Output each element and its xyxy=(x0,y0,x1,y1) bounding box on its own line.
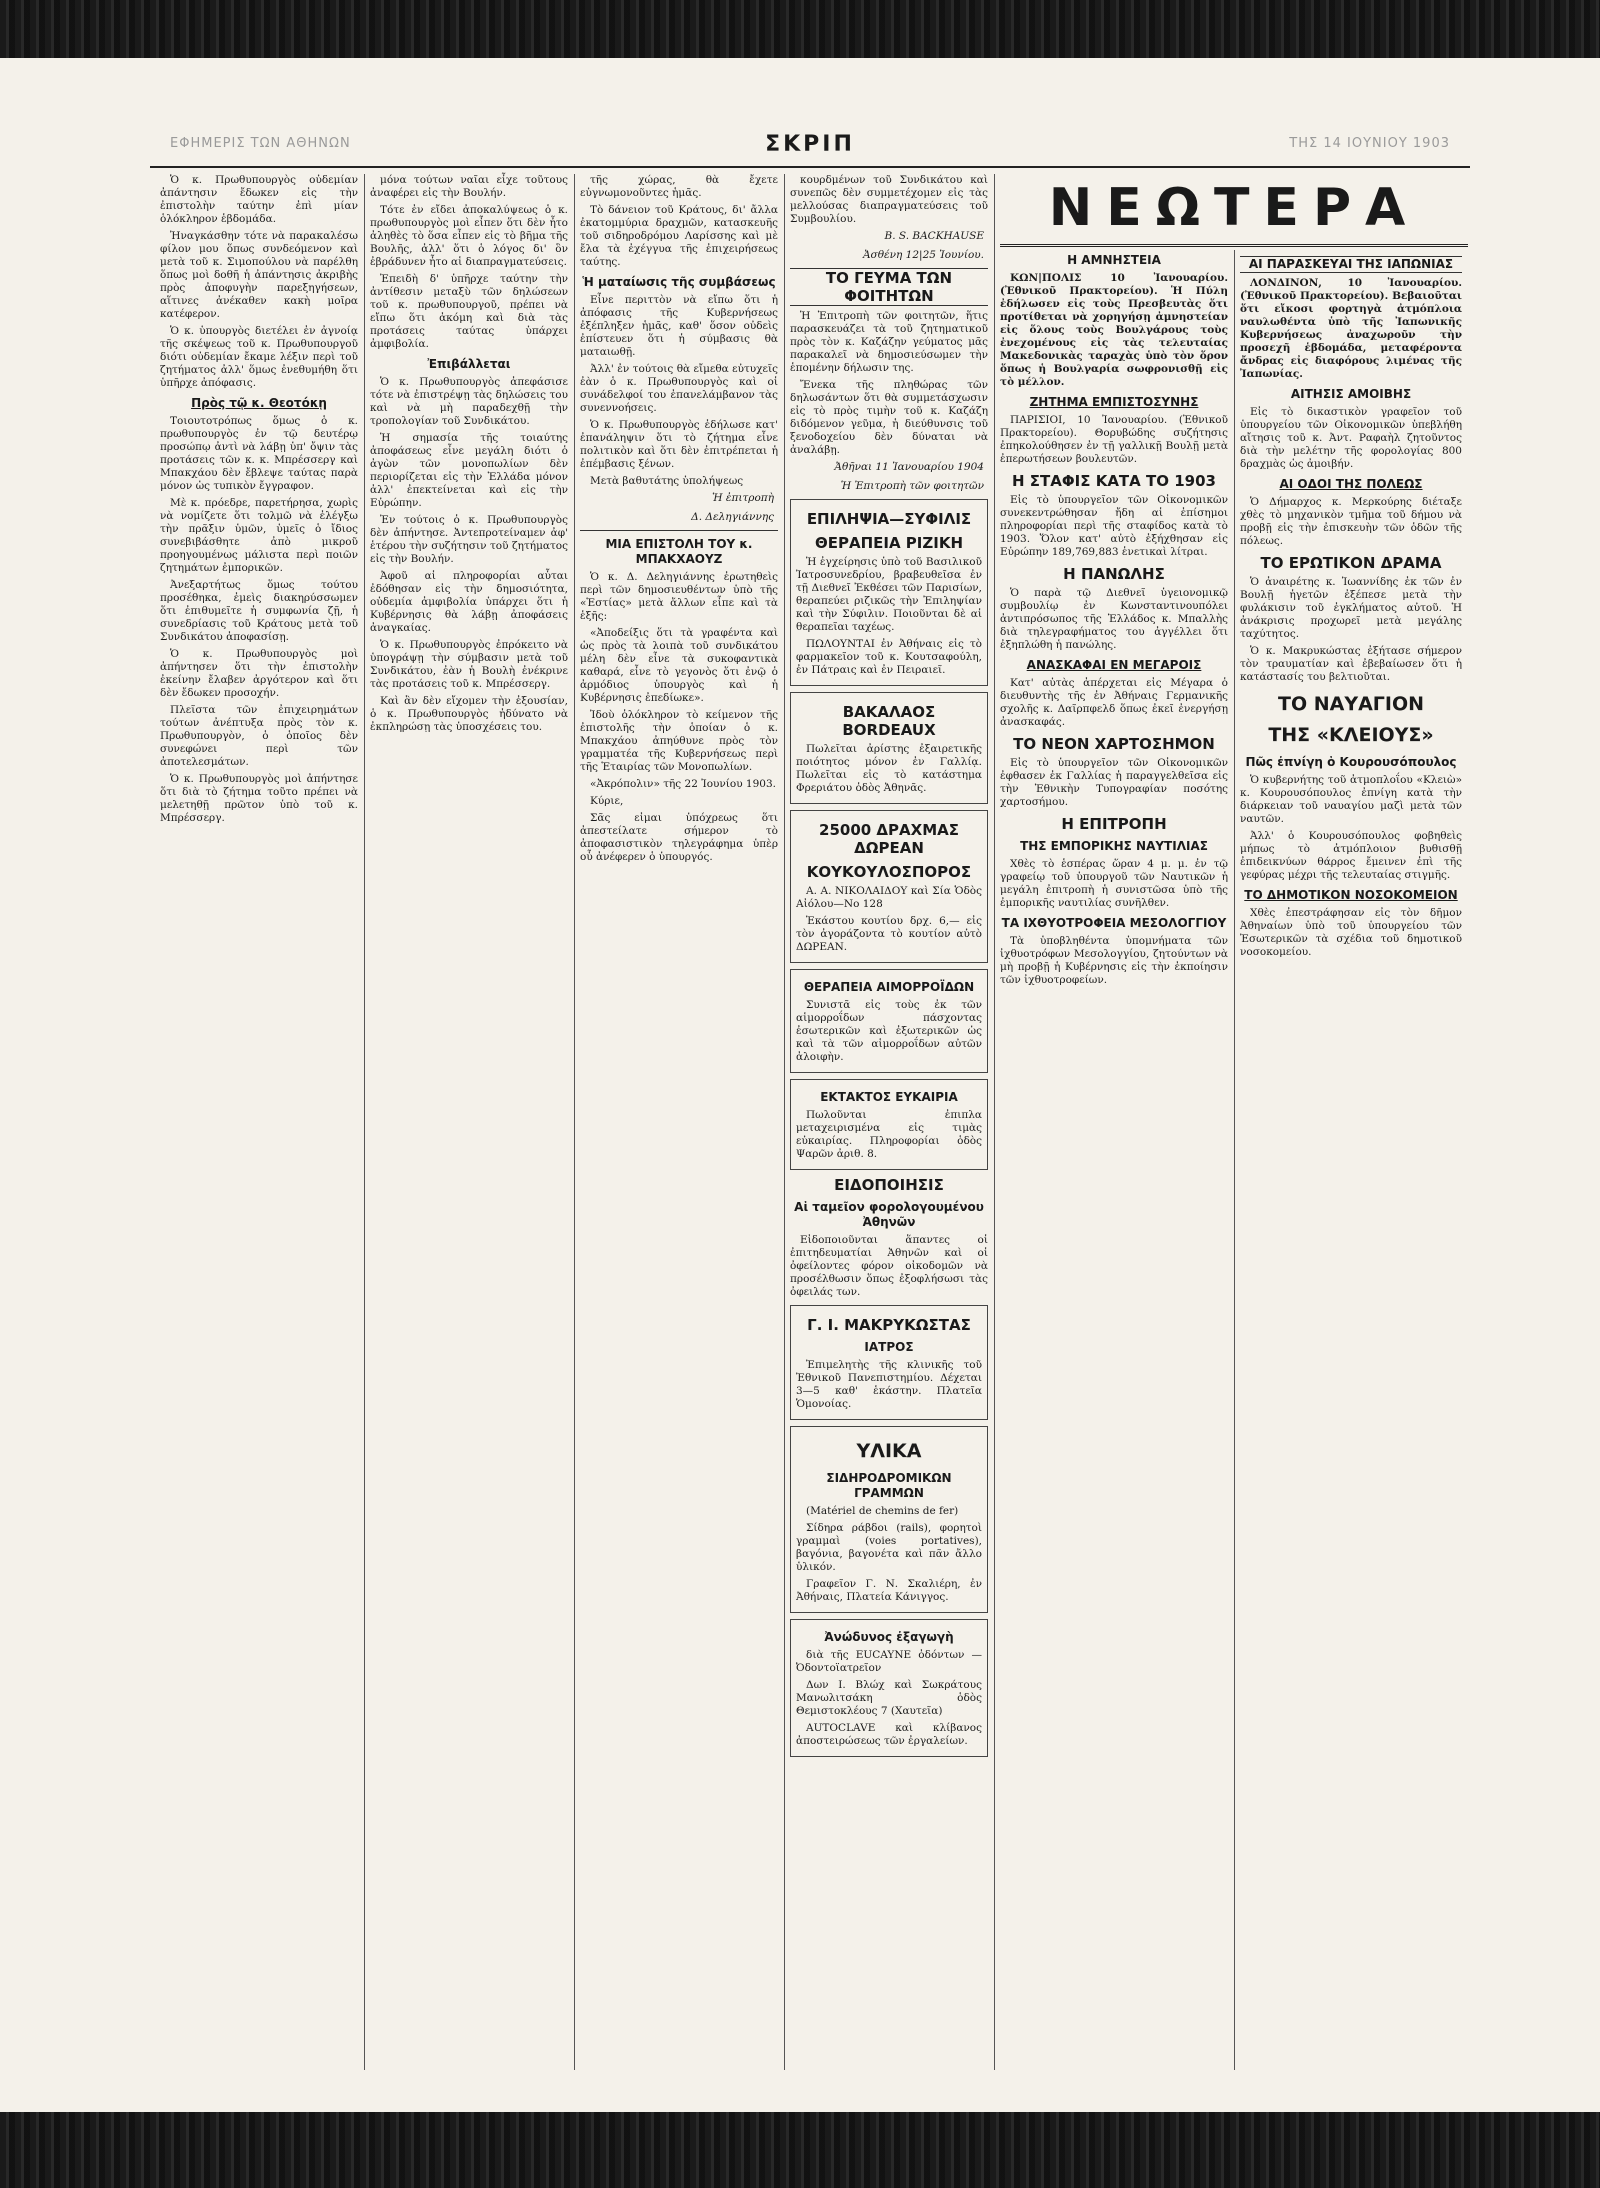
article-paragraph: Τότε ἐν εἴδει ἀποκαλύψεως ὁ κ. πρωθυπουργὸς μοὶ εἶπεν ὅτι δὲν ἦτο ἀληθὲς τὸ ὅσα εἶπεν εἰς τὸ βῆμα τῆς Βουλῆς, ἀλλ' ὅτι ὁ λόγος δι' ὃν ἐβράδυνεν ἦτο αἱ διαπραγματεύσεις. xyxy=(370,204,568,268)
ad-heading: ΙΑΤΡΟΣ xyxy=(864,1340,914,1354)
signature: B. S. BACKHAUSE xyxy=(884,230,984,242)
ad-heading: ΕΠΙΛΗΨΙΑ—ΣΥΦΙΛΙΣ xyxy=(806,510,972,528)
article-paragraph: Ὁ κ. ὑπουργὸς διετέλει ἐν ἀγνοίᾳ τῆς σκέψεως τοῦ κ. Πρωθυπουργοῦ διότι οὐδεμίαν ἔκαμε λέξιν περὶ τοῦ ζητήματος ἀλλ' ὅμως ἐνεθυμήθη ὅτι ὑπῆρχε ἀπόφασις. xyxy=(160,325,358,389)
newspaper-page xyxy=(150,130,1470,2070)
ad-heading: ΘΕΡΑΠΕΙΑ ΡΙΖΙΚΗ xyxy=(814,534,964,552)
article-paragraph: Τὸ δάνειον τοῦ Κράτους, δι' ἄλλα ἐκατομμύρια δραχμῶν, κατασκευῆς τοῦ σιδηροδρόμου Λαρίσσης καὶ μὲ ἔλα τὰ ἐχέγγυα τῆς ἐπιχειρήσεως ταύτης. xyxy=(580,204,778,268)
ad-text: Α. Α. ΝΙΚΟΛΑΙΔΟΥ καὶ Σία Ὁδὸς Αἰόλου—Νο 128 xyxy=(796,885,982,910)
article-paragraph: Εἰς τὸ ὑπουργεῖον τῶν Οἰκονομικῶν ἐφθασεν ἐκ Γαλλίας ἡ παραγγελθεῖσα εἰς τὴν Ἐθνικὴν Τυπογραφίαν ποσότης χαρτοσήμου. xyxy=(1000,757,1228,808)
column-4 xyxy=(790,174,988,2070)
ad-heading: ΒΑΚΑΛΑΟΣ BORDEAUX xyxy=(842,703,936,739)
advertisement xyxy=(790,969,988,1073)
signature: Ἡ Ἐπιτροπὴ τῶν φοιτητῶν xyxy=(840,480,984,492)
article-paragraph: Μὲ κ. πρόεδρε, παρετήρησα, χωρὶς νὰ νομίζετε ὅτι τολμῶ νὰ ἐλέγξω τὴν πρᾶξιν ὑμῶν, ὑμεῖς ὁ ἴδιος συνεβιβάσθητε ἀπὸ μικροῦ προηγουμένως μάλιστα περὶ ποιῶν ζητημάτων ἐμπορικῶν. xyxy=(160,497,358,574)
article-paragraph: Ἔνεκα τῆς πληθώρας τῶν δηλωσάντων ὅτι θὰ συμμετάσχωσιν εἰς τὸ πρὸς τιμὴν τοῦ κ. Καζάζη διδόμενον γεῦμα, ἡ διεύθυνσις τοῦ ξενοδοχείου δὲν δύναται νὰ ἀναλάβῃ. xyxy=(790,379,988,456)
section-heading: ΕΙΔΟΠΟΙΗΣΙΣ xyxy=(834,1176,944,1194)
section-heading: ΤΟ ΔΗΜΟΤΙΚΟΝ ΝΟΣΟΚΟΜΕΙΟΝ xyxy=(1244,888,1458,902)
ad-text: Συνιστᾶ εἰς τοὺς ἐκ τῶν αἱμορροΐδων πάσχοντας ἐσωτερικῶν καὶ ἐξωτερικῶν ὡς καὶ τὰ τῶν αἱμορροΐδων αὐτῶν ἀλοιφὴν. xyxy=(796,999,982,1063)
article-paragraph: Μετὰ βαθυτάτης ὑπολήψεως xyxy=(590,475,744,487)
signature: Ἀθῆναι 11 Ἰανουαρίου 1904 xyxy=(834,461,984,473)
header-rule xyxy=(150,166,1470,168)
ad-text: (Matériel de chemins de fer) xyxy=(806,1505,959,1517)
section-subheading: ΤΗΣ ΕΜΠΟΡΙΚΗΣ ΝΑΥΤΙΛΙΑΣ xyxy=(1020,839,1208,853)
section-heading: Ἡ ματαίωσις τῆς συμβάσεως xyxy=(582,275,776,289)
ad-heading: 25000 ΔΡΑΧΜΑΣ ΔΩΡΕΑΝ xyxy=(819,821,959,857)
article-paragraph: Ἠναγκάσθην τότε νὰ παρακαλέσω φίλον μου ὅπως συνδεόμενον καὶ μετὰ τοῦ κ. Σιμοπούλου νὰ παρέλθη ὅπως μοὶ δοθῆ ἡ ἀπάντησις ἀκριβὴς πρὸς ἀποφυγὴν παρεξηγήσεων, αἵτινες ἀνέκαθεν κακὴ μοῖρα κατέφερον. xyxy=(160,230,358,320)
ad-heading: Ἀνώδυνος ἐξαγωγὴ xyxy=(824,1630,954,1644)
ad-text: Ἡ ἐγχείρησις ὑπὸ τοῦ Βασιλικοῦ Ἰατροσυνεδρίου, βραβευθεῖσα ἐν τῇ Διεθνεῖ Ἐκθέσει τῶν Παρισίων, θεραπεύει ριζικῶς τὴν Ἐπιληψίαν καὶ τὴν Σύφιλιν. Ποιοῦνται δὲ αἱ θεραπεῖαι ταχέως. xyxy=(796,556,982,633)
article-paragraph: Ἀλλ' ἐν τούτοις θὰ εἴμεθα εὐτυχεῖς ἐὰν ὁ κ. Πρωθυπουργὸς καὶ οἱ συνάδελφοί του ἐπανελάμβανον τὰς συνεννοήσεις. xyxy=(580,363,778,414)
column-divider xyxy=(574,174,575,2070)
article-paragraph: Ὁ κ. Δ. Δεληγιάννης ἐρωτηθεὶς περὶ τῶν δημοσιευθέντων ὑπὸ τῆς «Ἑστίας» μετὰ ἄλλων εἶπε καὶ τὰ ἑξῆς: xyxy=(580,571,778,622)
article-paragraph: «Ἀποδείξις ὅτι τὰ γραφέντα καὶ ὡς πρὸς τὰ λοιπὰ τοῦ συνδικάτου μέλη δὲν εἶνε τὰ συκοφαντικὰ καθαρά, εἶνε τὸ γεγονὸς ὅτι ἐνῷ ὁ ἀρμόδιος ὑπουργὸς καὶ ἡ Κυβέρνησις ἐπεδίωκε». xyxy=(580,627,778,704)
article-paragraph: Ὁ παρὰ τῷ Διεθνεῖ ὑγειονομικῷ συμβουλίῳ ἐν Κωνσταντινουπόλει ἀντιπρόσωπος τῆς Ἑλλάδος κ. Μπαλλὴς διὰ τηλεγραφήματος του ἀγγέλλει ὅτι ἐξηπλώθη ἡ πανώλης. xyxy=(1000,587,1228,651)
advertisement xyxy=(790,499,988,686)
section-heading: ΤΗΣ «ΚΛΕΙΟΥΣ» xyxy=(1268,724,1434,746)
ad-text: διὰ τῆς EUCAYNE ὀδόντων — Ὀδοντοϊατρεῖον xyxy=(796,1649,982,1674)
ad-heading: Γ. Ι. ΜΑΚΡΥΚΩΣΤΑΣ xyxy=(807,1316,971,1334)
article-paragraph: Ἀλλ' ὁ Κουρουσόπουλος φοβηθεὶς μήπως τὸ ἀτμόπλοιον βυθισθῇ ἐπιδεικνύων θάρρος ἔμεινεν ἐπὶ τῆς γεφύρας μέχρι τῆς τελευταίας στιγμῆς. xyxy=(1240,830,1462,881)
column-divider xyxy=(1234,250,1235,2070)
neotera-banner: ΝΕΩΤΕΡΑ xyxy=(1048,178,1420,238)
article-paragraph: τῆς χώρας, θὰ ἔχετε εὐγνωμονοῦντες ἡμᾶς. xyxy=(580,174,778,199)
ad-text: Δων Ι. Βλώχ καὶ Σωκράτους Μανωλιτσάκη ὁδὸς Θεμιστοκλέους 7 (Χαυτεῖα) xyxy=(796,1679,982,1717)
ad-text: AUTOCLAVE καὶ κλίβανος ἀποστειρώσεως τῶν ἐργαλείων. xyxy=(796,1722,982,1747)
article-paragraph: Τὰ ὑποβληθέντα ὑπομνήματα τῶν ἰχθυοτρόφων Μεσολογγίου, ζητούντων νὰ μὴ προβῇ ἡ Κυβέρνησις εἰς τὴν ἐκποίησιν τῶν ἰχθυοτροφείων. xyxy=(1000,935,1228,986)
column-6 xyxy=(1240,250,1462,2070)
article-paragraph: Εἰς τὸ δικαστικὸν γραφεῖον τοῦ ὑπουργείου τῶν Οἰκονομικῶν ὑπεβλήθη αἴτησις τοῦ κ. Ἀντ. Ραφαὴλ ζητοῦντος διὰ τὴν μελέτην τῆς φορολογίας 800 δραχμὰς ὡς ἀμοιβήν. xyxy=(1240,406,1462,470)
divider xyxy=(580,530,778,531)
section-heading: ΜΙΑ ΕΠΙΣΤΟΛΗ ΤΟΥ κ. ΜΠΑΚΧΑΟΥΖ xyxy=(605,537,753,566)
section-heading: Η ΕΠΙΤΡΟΠΗ xyxy=(1061,815,1167,833)
section-heading: Η ΠΑΝΩΛΗΣ xyxy=(1063,565,1165,583)
section-heading: Ἐπιβάλλεται xyxy=(427,357,511,371)
section-heading: ΑΙ ΠΑΡΑΣΚΕΥΑΙ ΤΗΣ ΙΑΠΩΝΙΑΣ xyxy=(1240,256,1462,273)
section-heading: Πρὸς τῷ κ. Θεοτόκῃ xyxy=(191,396,327,410)
article-paragraph: Πλεῖστα τῶν ἐπιχειρημάτων τούτων ἀνέπτυξα πρὸς τὸν κ. Πρωθυπουργὸν, ὁ ὁποῖος δὲν συνεφώνει περὶ τῶν ἀποτελεσμάτων. xyxy=(160,704,358,768)
article-paragraph: Ἰδοὺ ὁλόκληρον τὸ κείμενον τῆς ἐπιστολῆς τὴν ὁποίαν ὁ κ. Μπακχάου ἀπηύθυνε πρὸς τὸν γραμματέα τῆς Κυβερνήσεως περὶ τῆς Ἑταιρίας τῶν Μονοπωλίων. xyxy=(580,709,778,773)
newspaper-title: ΣΚΡΙΠ xyxy=(765,132,855,157)
article-paragraph: Ὁ ἀναιρέτης κ. Ἰωαννίδης ἐκ τῶν ἐν Βουλῇ ἡγετῶν ἐξέπεσε μετὰ τὴν φυλάκισιν τοῦ ἐγκλήματος αὐτοῦ. Ἡ ἀνάκρισις προχωρεῖ μετὰ μεγάλης ταχύτητος. xyxy=(1240,576,1462,640)
signature: Δ. Δεληγιάννης xyxy=(691,511,774,523)
ad-heading: ΚΟΥΚΟΥΛΟΣΠΟΡΟΣ xyxy=(806,863,972,881)
ad-heading: ΕΚΤΑΚΤΟΣ ΕΥΚΑΙΡΙΑ xyxy=(820,1090,958,1104)
ad-text: Ἑκάστου κουτίου δρχ. 6,— εἰς τὸν ἀγοράζοντα τὸ κουτίον αὐτὸ ΔΩΡΕΑΝ. xyxy=(796,915,982,953)
article-paragraph: κουρδμένων τοῦ Συνδικάτου καὶ συνεπῶς δὲν συμμετέχομεν εἰς τὰς μελλούσας διαπραγματεύσεις τοῦ Συμβουλίου. xyxy=(790,174,988,225)
advertisement xyxy=(790,810,988,963)
ad-text: Σίδηρα ράβδοι (rails), φορητοὶ γραμμαὶ (voies portatives), βαγόνια, βαγονέτα καὶ πᾶν ἄλλο ὑλικόν. xyxy=(796,1522,982,1573)
article-paragraph: Ἡ Ἐπιτροπὴ τῶν φοιτητῶν, ἥτις παρασκευάζει τὰ τοῦ ζητηματικοῦ πρὸς τὸν κ. Καζάζην γεύματος μᾶς παρακαλεῖ νὰ δημοσιεύσωμεν τὴν ἑπομένην δήλωσιν της. xyxy=(790,310,988,374)
column-3 xyxy=(580,174,778,2070)
ad-text: Πωλεῖται ἀρίστης ἐξαιρετικῆς ποιότητος μόνον ἐν Γαλλίᾳ. Πωλεῖται εἰς τὸ κατάστημα Φρεριάτου ὁδὸς Ἀθηνᾶς. xyxy=(796,743,982,794)
section-heading: ΤΟ ΓΕΥΜΑ ΤΩΝ ΦΟΙΤΗΤΩΝ xyxy=(790,268,988,306)
column-divider xyxy=(784,174,785,2070)
article-paragraph: Εἰς τὸ ὑπουργεῖον τῶν Οἰκονομικῶν συνεκεντρώθησαν ἤδη αἱ ἐπίσημοι πληροφορίαι περὶ τῆς σταφίδος κατὰ τὸ 1903. Ὅλον κατ' αὐτὸ ἐξήχθησαν εἰς Εὐρώπην 189,769,883 ἑνετικαὶ λίτραι. xyxy=(1000,494,1228,558)
article-paragraph: Κύριε, xyxy=(590,795,624,807)
ad-text: Ἐπιμελητὴς τῆς κλινικῆς τοῦ Ἐθνικοῦ Πανεπιστημίου. Δέχεται 3—5 καθ' ἑκάστην. Πλατεῖα Ὁμονοίας. xyxy=(796,1359,982,1410)
article-paragraph: Ὁ κ. Μακρυκώστας ἐξήτασε σήμερον τὸν τραυματίαν καὶ ἐβεβαίωσεν ὅτι ἡ κατάστασίς του βελτιοῦται. xyxy=(1240,645,1462,683)
article-paragraph: Καὶ ἂν δὲν εἴχομεν τὴν ἐξουσίαν, ὁ κ. Πρωθυπουργὸς ἠδύνατο νὰ ἐκπληρώσῃ τὰς ὑποσχέσεις του. xyxy=(370,695,568,733)
section-subheading: Αἱ ταμεῖον φορολογουμένου Ἀθηνῶν xyxy=(794,1200,984,1229)
article-paragraph: Ἐν τούτοις ὁ κ. Πρωθυπουργὸς δὲν ἀπήντησε. Ἀντεπροτείναμεν ἀφ' ἑτέρου τὴν συζήτησιν τοῦ ζητήματος εἰς τὴν Βουλήν. xyxy=(370,514,568,565)
bottom-scan-border xyxy=(0,2112,1600,2188)
article-paragraph: Ὁ κ. Πρωθυπουργὸς οὐδεμίαν ἀπάντησιν ἔδωκεν εἰς τὴν ἐπιστολὴν ταύτην ἐπὶ μίαν ὁλόκληρον ἑβδομάδα. xyxy=(160,174,358,225)
section-heading: ΑΙΤΗΣΙΣ ΑΜΟΙΒΗΣ xyxy=(1290,387,1412,401)
column-divider xyxy=(364,174,365,2070)
section-heading: ΤΟ ΝΑΥΑΓΙΟΝ xyxy=(1277,693,1425,715)
section-heading: ΑΙ ΟΔΟΙ ΤΗΣ ΠΟΛΕΩΣ xyxy=(1279,477,1423,491)
article-paragraph: ΛΟΝΔΙΝΟΝ, 10 Ἰανουαρίου. (Ἐθνικοῦ Πρακτορείου). Βεβαιοῦται ὅτι εἴκοσι φορτηγὰ ἀτμόπλοια ναυλωθέντα ὑπὸ τῆς Ἰαπωνικῆς Κυβερνήσεως ἀναχωροῦν τὴν προσεχῆ ἑβδομάδα, μεταφέροντα ἄνδρας εἰς διαφόρους λιμένας τῆς Ἰαπωνίας. xyxy=(1240,277,1462,380)
ad-text: Πωλοῦνται ἐπιπλα μεταχειρισμένα εἰς τιμὰς εὐκαιρίας. Πληροφορίαι ὁδὸς Ψαρῶν ἀριθ. 8. xyxy=(796,1109,982,1160)
article-paragraph: Χθὲς ἐπεστράφησαν εἰς τὸν δῆμον Ἀθηναίων ὑπὸ τοῦ ὑπουργείου τῶν Ἐσωτερικῶν τὰ σχέδια τοῦ δημοτικοῦ νοσοκομείου. xyxy=(1240,907,1462,958)
article-paragraph: Τοιουτοτρόπως ὅμως ὁ κ. πρωθυπουργὸς ἐν τῷ δευτέρῳ προσώπῳ ἀντὶ νὰ λάβῃ ὑπ' ὄψιν τὰς προτάσεις τῶν κ. κ. Μπρέσσεργ καὶ Μπακχάου δὲν ἔβλεψε ταύτας παρὰ μόνον ὡς τυπικὸν ἔγγραφον. xyxy=(160,415,358,492)
faded-header-left: ΕΦΗΜΕΡΙΣ ΤΩΝ ΑΘΗΝΩΝ xyxy=(170,136,351,151)
section-subheading: Πῶς ἐπνίγη ὁ Κουρουσόπουλος xyxy=(1245,755,1457,769)
section-heading: ΖΗΤΗΜΑ ΕΜΠΙΣΤΟΣΥΝΗΣ xyxy=(1029,395,1199,409)
column-divider xyxy=(994,174,995,2070)
article-paragraph: Ὁ κ. Πρωθυπουργὸς ἐδήλωσε κατ' ἐπανάληψιν ὅτι τὸ ζήτημα εἶνε πολιτικὸν καὶ ὅτι δὲν ἐπιτρέπεται ἡ ἐπέμβασις ξένων. xyxy=(580,419,778,470)
banner-rule xyxy=(1000,244,1468,247)
signature: Ἀσθένη 12|25 Ἰουνίου. xyxy=(862,249,984,261)
faded-header-right: ΤΗΣ 14 ΙΟΥΝΙΟΥ 1903 xyxy=(1289,136,1450,151)
article-paragraph: Σᾶς εἰμαι ὑπόχρεως ὅτι ἀπεστείλατε σήμερον τὸ ἀποφασιστικὸν τηλεγράφημα ὑπὲρ οὗ ἀνέφερεν ὁ ὑπουργός. xyxy=(580,812,778,863)
article-paragraph: Κατ' αὐτὰς ἀπέρχεται εἰς Μέγαρα ὁ διευθυντὴς τῆς ἐν Ἀθήναις Γερμανικῆς σχολῆς κ. Δαῖρπφελδ ὅπως ἐκεῖ ἐνεργήσῃ ἀνασκαφάς. xyxy=(1000,677,1228,728)
column-1 xyxy=(160,174,358,2070)
article-paragraph: μόνα τούτων ναῖαι εἶχε τοῦτους ἀναφέρει εἰς τὴν Βουλήν. xyxy=(370,174,568,199)
article-paragraph: Χθὲς τὸ ἑσπέρας ὥραν 4 μ. μ. ἐν τῷ γραφείῳ τοῦ ὑπουργοῦ τῶν Ναυτικῶν ἡ μεγάλη ἐπιτροπὴ ἡ συνιστῶσα ὑπὸ τῆς ἐμπορικῆς ναυτιλίας συνῆλθεν. xyxy=(1000,858,1228,909)
ad-heading: ΣΙΔΗΡΟΔΡΟΜΙΚΩΝ ΓΡΑΜΜΩΝ xyxy=(826,1471,952,1500)
running-header xyxy=(150,130,1470,164)
ad-text: ΠΩΛΟΥΝΤΑΙ ἐν Ἀθήναις εἰς τὸ φαρμακεῖον τοῦ κ. Κουτσαφούλη, ἐν Πάτραις καὶ ἐν Πειραιεῖ. xyxy=(796,638,982,676)
ad-heading: ΘΕΡΑΠΕΙΑ ΑΙΜΟΡΡΟΪΔΩΝ xyxy=(803,980,975,994)
article-paragraph: Ὁ κ. Πρωθυπουργὸς μοὶ ἀπήντησε ὅτι διὰ τὸ ζήτημα τοῦτο πρέπει νὰ μελετηθῇ πρῶτον ὑπὸ τοῦ κ. Μπρέσσεργ. xyxy=(160,773,358,824)
article-paragraph: Ὁ κ. Πρωθυπουργὸς ἀπεφάσισε τότε νὰ ἐπιστρέψῃ τὰς δηλώσεις του καὶ νὰ μὴ παραδεχθῇ τὴν τροπολογίαν τοῦ Συνδικάτου. xyxy=(370,376,568,427)
signature: Ἡ ἐπιτροπὴ xyxy=(712,492,774,504)
advertisement xyxy=(790,1079,988,1170)
advertisement xyxy=(790,692,988,804)
advertisement xyxy=(790,1305,988,1420)
section-heading: Η ΣΤΑΦΙΣ ΚΑΤΑ ΤΟ 1903 xyxy=(1012,472,1216,490)
article-paragraph: Ὁ κ. Πρωθυπουργὸς μοὶ ἀπήντησεν ὅτι τὴν ἐπιστολὴν ἐκείνην ἔλαβεν ἀργότερον καὶ ὅτι δὲν ἔδωκεν προσοχήν. xyxy=(160,648,358,699)
article-paragraph: ΠΑΡΙΣΙΟΙ, 10 Ἰανουαρίου. (Ἐθνικοῦ Πρακτορείου). Θορυβώδης συζήτησις ἐπηκολούθησεν ἐν τῇ γαλλικῇ Βουλῇ μετὰ ἐπερωτήσεων βουλευτῶν. xyxy=(1000,414,1228,465)
section-heading: ΤΟ ΝΕΟΝ ΧΑΡΤΟΣΗΜΟΝ xyxy=(1013,735,1215,753)
section-heading: ΤΟ ΕΡΩΤΙΚΟΝ ΔΡΑΜΑ xyxy=(1260,554,1442,572)
article-paragraph: Ὁ κ. Πρωθυπουργὸς ἐπρόκειτο νὰ ὑπογράψῃ τὴν σύμβασιν μετὰ τοῦ Συνδικάτου, ἐὰν ἡ Βουλὴ ἐνέκρινε τὰς προτάσεις τοῦ κ. Μπρέσσεργ. xyxy=(370,639,568,690)
article-paragraph: Εἰδοποιοῦνται ἅπαντες οἱ ἐπιτηδευματίαι Ἀθηνῶν καὶ οἱ ὀφείλοντες φόρον οἰκοδομῶν νὰ προσέλθωσιν ὅπως ἐξοφλήσωσι τὰς ὀφειλάς των. xyxy=(790,1234,988,1298)
section-heading: Η ΑΜΝΗΣΤΕΙΑ xyxy=(1067,253,1161,267)
ad-heading: ΥΛΙΚΑ xyxy=(856,1440,922,1462)
column-2 xyxy=(370,174,568,2070)
section-heading: ΤΑ ΙΧΘΥΟΤΡΟΦΕΙΑ ΜΕΣΟΛΟΓΓΙΟΥ xyxy=(1001,916,1227,930)
article-paragraph: «Ἀκρόπολιν» τῆς 22 Ἰουνίου 1903. xyxy=(590,778,776,790)
article-paragraph: Ὁ κυβερνήτης τοῦ ἀτμοπλοΐου «Κλειὼ» κ. Κουρουσόπουλος ἐπνίγη κατὰ τὴν διάρκειαν τοῦ ναυαγίου μαζὶ μετὰ τῶν ναυτῶν. xyxy=(1240,774,1462,825)
article-paragraph: Εἶνε περιττὸν νὰ εἴπω ὅτι ἡ ἀπόφασις τῆς Κυβερνήσεως ἐξέπληξεν ἡμᾶς, καθ' ὅσον οὐδεὶς ἐπίστευεν ὅτι ἡ σύμβασις θὰ ματαιωθῇ. xyxy=(580,294,778,358)
section-heading: ΑΝΑΣΚΑΦΑΙ ΕΝ ΜΕΓΑΡΟΙΣ xyxy=(1026,658,1202,672)
article-paragraph: ΚΩΝ|ΠΟΛΙΣ 10 Ἰανουαρίου. (Ἐθνικοῦ Πρακτορείου). Ἡ Πύλη ἐδήλωσεν εἰς τοὺς Πρεσβευτὰς ὅτι προτίθεται νὰ χορηγήσῃ ἀμνηστείαν εἰς ὅλους τοὺς Βουλγάρους τοὺς ἐνεχομένους εἰς τὰς τελευταίας Μακεδονικὰς ταραχὰς ὑπὸ τὸν ὅρον ὅπως ἡ Βουλγαρία σωφρονισθῇ εἰς τὸ μέλλον. xyxy=(1000,272,1228,388)
ad-text: Γραφεῖον Γ. Ν. Σκαλιέρη, ἐν Ἀθήναις, Πλατεία Κάνιγγος. xyxy=(796,1578,982,1603)
article-paragraph: Ἐπειδὴ δ' ὑπῆρχε ταύτην τὴν ἀντίθεσιν μεταξὺ τῶν δηλώσεων τοῦ κ. πρωθυπουργοῦ, πρέπει νὰ εἴπω ὅτι ἀκόμη καὶ διὰ τὰς προτάσεις ταύτας ὑπάρχει ἀμφιβολία. xyxy=(370,273,568,350)
top-scan-border xyxy=(0,0,1600,58)
article-paragraph: Ἀφοῦ αἱ πληροφορίαι αὗται ἐδόθησαν εἰς τὴν δημοσιότητα, οὐδεμία ἀμφιβολία ὑπάρχει ὅτι ἡ Κυβέρνησις θὰ λάβῃ ἀποφάσεις ἀναγκαίας. xyxy=(370,570,568,634)
article-paragraph: Ἀνεξαρτήτως ὅμως τούτου προσέθηκα, ἐμεὶς διακηρύσσωμεν ὅτι ἐπιθυμεῖτε ἡ συμφωνία ζῇ, ἡ συνεδρίασις τοῦ Κράτους μετὰ τοῦ Συνδικάτου ἀποφασίσῃ. xyxy=(160,579,358,643)
advertisement xyxy=(790,1619,988,1757)
advertisement xyxy=(790,1426,988,1613)
article-paragraph: Ἡ σημασία τῆς τοιαύτης ἀποφάσεως εἶνε μεγάλη διότι ὁ ἀγὼν τῶν μονοπωλίων δὲν περιορίζεται εἰς τὴν Ἑλλάδα μόνον ἀλλ' ἐπεκτείνεται καὶ εἰς τὴν Εὐρώπην. xyxy=(370,432,568,509)
article-paragraph: Ὁ Δήμαρχος κ. Μερκούρης διέταξε χθὲς τὸ μηχανικὸν τμῆμα τοῦ δήμου νὰ προβῇ εἰς τὴν ἐπισκευὴν τῶν ὁδῶν τῆς πόλεως. xyxy=(1240,496,1462,547)
